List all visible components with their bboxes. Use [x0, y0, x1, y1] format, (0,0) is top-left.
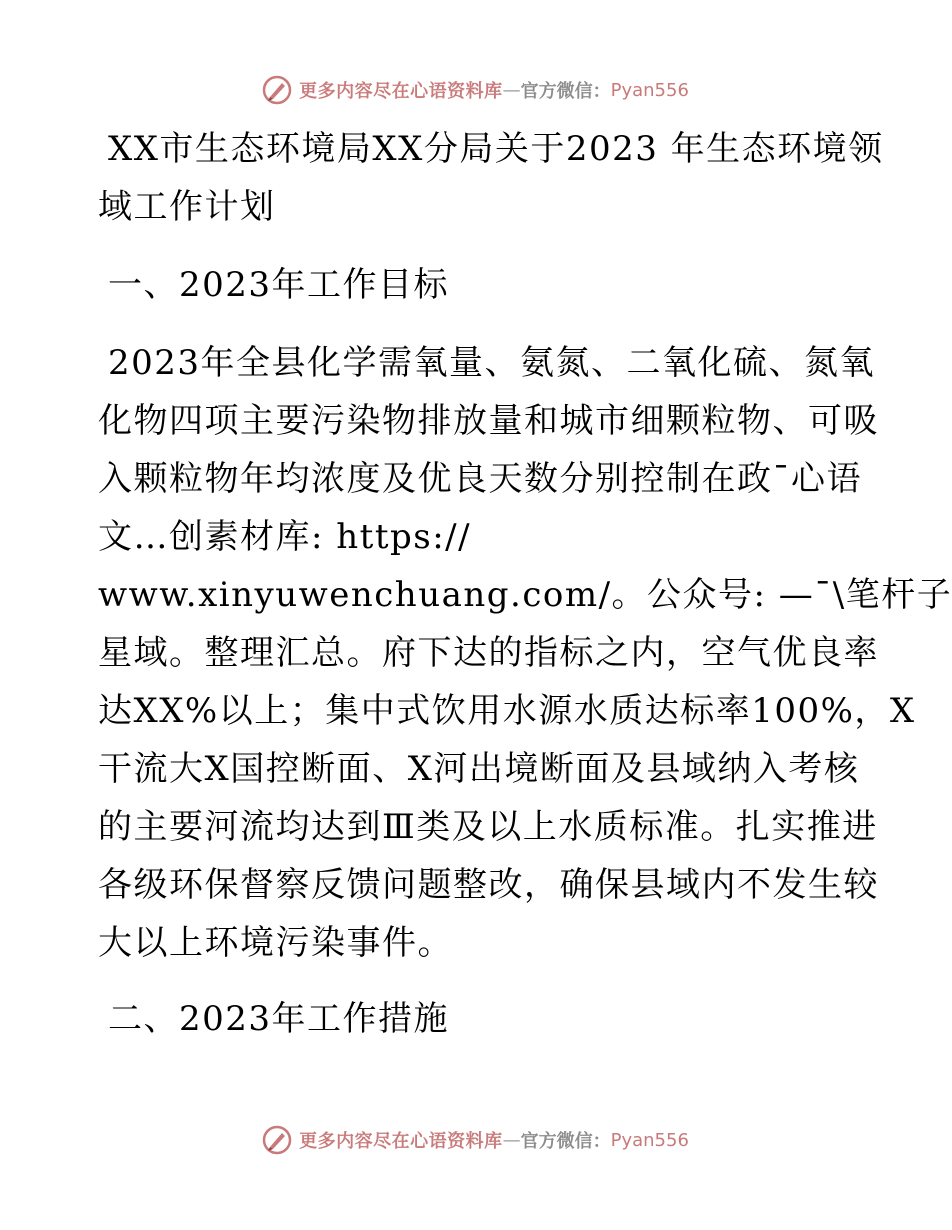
banner-dash: — — [502, 79, 521, 101]
banner-wechat-id: Pyan556 — [610, 79, 689, 101]
pen-logo-icon — [261, 74, 293, 106]
paragraph-line: 的主要河流均达到Ⅲ类及以上水质标准。扎实推进 — [98, 807, 878, 847]
paragraph-line: 2023年全县化学需氧量、氨氮、二氧化硫、氮氧 — [108, 343, 876, 383]
paragraph-line: www.xinyuwenchuang.com/。公众号: —¯\笔杆子 — [98, 575, 952, 615]
section-heading-2: 二、2023年工作措施 — [108, 999, 450, 1039]
paragraph-goals — [98, 334, 952, 972]
header-banner — [0, 70, 950, 110]
banner-wechat-label: 官方微信： — [520, 81, 611, 102]
section-heading-1: 一、2023年工作目标 — [108, 265, 450, 305]
banner-dash: — — [502, 1129, 521, 1151]
document-title-line-2: 域工作计划 — [98, 187, 276, 227]
paragraph-line: 大以上环境污染事件。 — [98, 923, 453, 963]
banner-wechat-id: Pyan556 — [610, 1129, 689, 1151]
document-body — [98, 120, 952, 1048]
banner-text: 更多内容尽在心语资料库 — [299, 81, 503, 102]
paragraph-line: 化物四项主要污染物排放量和城市细颗粒物、可吸 — [98, 401, 879, 441]
paragraph-line: 达XX%以上；集中式饮用水源水质达标率100%，X — [98, 691, 916, 731]
paragraph-line: 入颗粒物年均浓度及优良天数分别控制在政¯心语 — [98, 459, 862, 499]
pen-logo-icon — [261, 1124, 293, 1156]
document-title-line-1: XX市生态环境局XX分局关于2023 年生态环境领 — [108, 129, 884, 169]
paragraph-line: 文…创素材库: https:// — [98, 517, 472, 557]
paragraph-line: 干流大X国控断面、X河出境断面及县域纳入考核 — [98, 749, 860, 789]
banner-wechat-label: 官方微信： — [520, 1131, 611, 1152]
paragraph-line: 各级环保督察反馈问题整改，确保县域内不发生较 — [98, 865, 879, 905]
footer-banner — [0, 1120, 950, 1160]
banner-text: 更多内容尽在心语资料库 — [299, 1131, 503, 1152]
paragraph-line: 星域。整理汇总。府下达的指标之内，空气优良率 — [98, 633, 879, 673]
